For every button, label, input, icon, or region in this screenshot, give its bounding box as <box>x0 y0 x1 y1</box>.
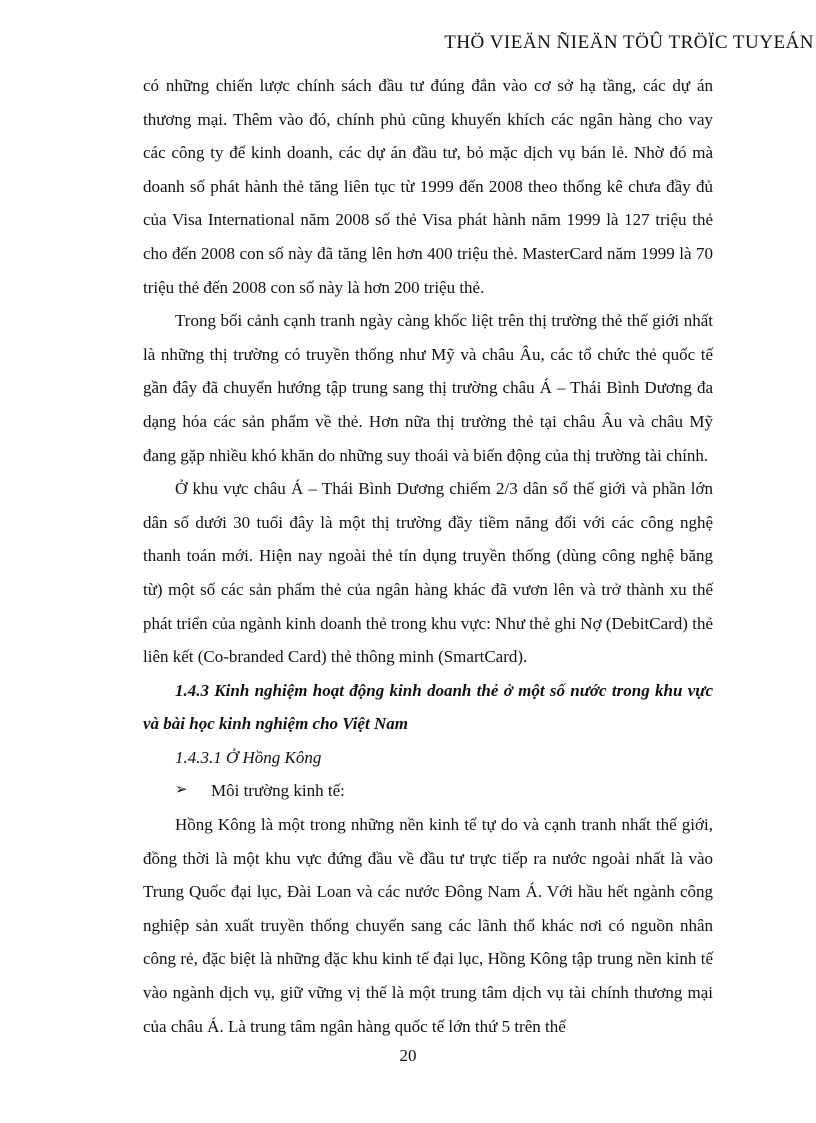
bullet-label: Môi trường kinh tế: <box>211 781 345 801</box>
document-body <box>143 69 713 1043</box>
bullet-item <box>143 774 713 808</box>
subsection-heading: 1.4.3.1 Ở Hồng Kông <box>175 747 322 767</box>
paragraph-competition: Trong bối cảnh cạnh tranh ngày càng khốc liệt trên thị trường thẻ thế giới nhất là những thị trường có truyền thống như Mỹ và châu Âu, các tổ chức thẻ quốc tế gần đây đã chuyển hướng tập trung sang thị trường châu Á – Thái Bình Dương đa dạng hóa các sản phẩm về thẻ. Hơn nữa thị trường thẻ tại châu Âu và châu Mỹ đang gặp nhiều khó khăn do những suy thoái và biến động của thị trường tài chính. <box>143 311 713 465</box>
paragraph-hong-kong: Hồng Kông là một trong những nền kinh tế tự do và cạnh tranh nhất thế giới, đồng thời là một khu vực đứng đầu về đầu tư trực tiếp ra nước ngoài nhất là vào Trung Quốc đại lục, Đài Loan và các nước Đông Nam Á. Với hầu hết ngành công nghiệp sản xuất truyền thống chuyển sang các lãnh thổ khác nơi có nguồn nhân công rẻ, đặc biệt là những đặc khu kinh tế đại lục, Hồng Kông tập trung nền kinh tế vào ngành dịch vụ, giữ vững vị thế là một trung tâm dịch vụ tài chính thương mại của châu Á. Là trung tâm ngân hàng quốc tế lớn thứ 5 trên thế <box>143 815 713 1036</box>
paragraph-asia-pacific: Ở khu vực châu Á – Thái Bình Dương chiếm 2/3 dân số thế giới và phần lớn dân số dưới 30 tuổi đây là một thị trường đầy tiềm năng đối với các công nghệ thanh toán mới. Hiện nay ngoài thẻ tín dụng truyền thống (dùng công nghệ băng từ) một số các sản phẩm thẻ của ngân hàng khác đã vươn lên và trở thành xu thế phát triển của ngành kinh doanh thẻ trong khu vực: Như thẻ ghi Nợ (DebitCard) thẻ liên kết (Co-branded Card) thẻ thông minh (SmartCard). <box>143 479 713 667</box>
page-number: 20 <box>399 1046 417 1065</box>
paragraph-continuation: có những chiến lược chính sách đầu tư đúng đắn vào cơ sở hạ tầng, các dự án thương mại. Thêm vào đó, chính phủ cũng khuyến khích các ngân hàng cho vay các công ty để kinh doanh, các dự án đầu tư, bỏ mặc dịch vụ bán lẻ. Nhờ đó mà doanh số phát hành thẻ tăng liên tục từ 1999 đến 2008 theo thống kê chưa đầy đủ của Visa International năm 2008 số thẻ Visa phát hành năm 1999 là 127 triệu thẻ cho đến 2008 con số này đã tăng lên hơn 400 triệu thẻ. MasterCard năm 1999 là 70 triệu thẻ đến 2008 con số này là hơn 200 triệu thẻ. <box>143 76 713 297</box>
section-heading: 1.4.3 Kinh nghiệm hoạt động kinh doanh thẻ ở một số nước trong khu vực và bài học kinh nghiệm cho Việt Nam <box>143 680 713 734</box>
page-header: THÖ VIEÄN ÑIEÄN TÖÛ TRÖÏC TUYEÁN <box>444 32 814 53</box>
arrow-right-bullet-icon: ➢ <box>175 782 188 799</box>
